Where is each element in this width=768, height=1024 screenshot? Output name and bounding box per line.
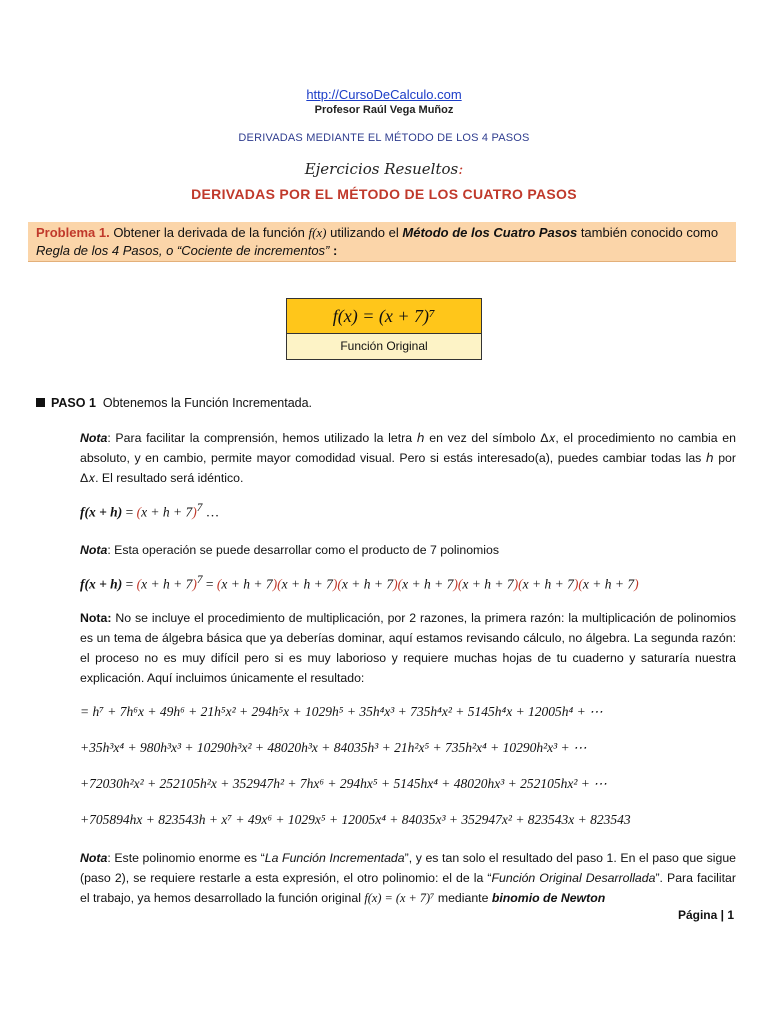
- ejercicios-colon: :: [458, 160, 464, 178]
- eq2-factor: (x + h + 7): [277, 576, 338, 592]
- eq2-equals: =: [122, 576, 137, 592]
- nota-4-formula: f(x) = (x + 7)⁷: [364, 891, 435, 905]
- problem-text-4: :: [329, 243, 338, 258]
- site-link-line: [0, 86, 768, 104]
- problem-fx: f(x): [308, 225, 327, 240]
- problem-rule: Regla de los 4 Pasos, o “Cociente de incrementos”: [36, 243, 330, 258]
- nota-4-text-3: ”. Para facilitar el trabajo, ya hemos desarrollado la función original: [80, 871, 736, 905]
- page-number: Página | 1: [677, 908, 734, 922]
- eq2-pow: (x + h + 7): [136, 576, 197, 592]
- expansion-line-4: +705894hx + 823543h + x⁷ + 49x⁶ + 1029x⁵ + 12005x⁴ + 84035x³ + 352947x² + 823543x + 823543: [80, 812, 631, 827]
- main-title: DERIVADAS POR EL MÉTODO DE LOS CUATRO PASOS: [191, 186, 577, 202]
- nota-4-newton: binomio de Newton: [491, 891, 606, 905]
- nota-3-text: No se incluye el procedimiento de multiplicación, por 2 razones, la primera razón: la multiplicación de polinomios es un tema de álgebra básica que ya deberías dominar, aquí estamos revisando cálculo, no álgebra. La segunda razón: el proceso no es muy difícil pero si es muy laborioso y requiere muchas hojas de tu cuaderno y saturaría nuestra explicación. Aquí incluimos únicamente el resultado:: [80, 611, 736, 685]
- step1-title: Obtenemos la Función Incrementada.: [102, 396, 313, 410]
- equation-1: $f(x + h) = (x + h + 7)^7$ …: [80, 502, 220, 520]
- eq2-factor: (x + h + 7): [216, 576, 278, 592]
- function-formula: f(x) = (x + 7)⁷: [286, 298, 482, 334]
- problem-statement: [28, 222, 736, 262]
- eq2-factor: (x + h + 7): [337, 576, 398, 592]
- subject-title: DERIVADAS MEDIANTE EL MÉTODO DE LOS 4 PASOS: [238, 132, 530, 144]
- nota-1-label: Nota: [80, 431, 108, 445]
- function-caption: Función Original: [286, 334, 482, 360]
- nota-2: [80, 540, 736, 560]
- eq1-exp: 7: [196, 502, 203, 514]
- nota-4-fi: La Función Incrementada: [264, 851, 405, 865]
- eq2-factor: (x + h + 7): [518, 576, 579, 592]
- nota-4-text-1: : Este polinomio enorme es “: [107, 851, 265, 865]
- eq2-exp: 7: [196, 574, 203, 586]
- problem-text-1: Obtener la derivada de la función: [109, 225, 309, 240]
- eq2-equals-2: =: [202, 576, 217, 592]
- nota-4-fod: Función Original Desarrollada: [491, 871, 656, 885]
- eq2-factors: [217, 577, 639, 592]
- problem-text-2: utilizando el: [326, 225, 403, 240]
- nota-4-text-2: ”, y es tan solo el resultado del paso 1. En el paso que sigue (paso 2), se requiere restarle a esta expresión, el otro polinomio: el de la “: [80, 851, 737, 885]
- nota-2-label: Nota: [80, 543, 108, 557]
- professor-name: Profesor Raúl Vega Muñoz: [314, 104, 454, 116]
- eq1-lhs: f(x + h): [80, 504, 123, 520]
- eq1-rhs: x + h + 7: [141, 504, 193, 520]
- function-box: [286, 298, 482, 360]
- equation-2: [80, 574, 740, 593]
- nota-2-text: : Esta operación se puede desarrollar como el producto de 7 polinomios: [107, 543, 500, 557]
- expansion-line-3: +72030h²x² + 252105h²x + 352947h² + 7hx⁶ + 294hx⁵ + 5145hx⁴ + 48020hx³ + 252105hx² + ⋯: [80, 776, 607, 791]
- eq1-equals: =: [122, 504, 137, 520]
- expansion-line-2: +35h³x⁴ + 980h³x³ + 10290h³x² + 48020h³x + 84035h³ + 21h²x⁵ + 735h²x⁴ + 10290h²x³ + ⋯: [80, 740, 587, 755]
- nota-4-text-4: mediante: [434, 891, 492, 905]
- expansion-line-1: = h⁷ + 7h⁶x + 49h⁶ + 21h⁵x² + 294h⁵x + 1029h⁵ + 35h⁴x³ + 735h⁴x² + 5145h⁴x + 12005h⁴ + ⋯: [80, 704, 603, 719]
- site-link[interactable]: http://CursoDeCalculo.com: [306, 87, 462, 102]
- problem-label: Problema 1.: [36, 225, 110, 240]
- ejercicios-text: Ejercicios Resueltos: [304, 160, 459, 178]
- nota-4: [80, 848, 736, 908]
- eq2-factor: (x + h + 7): [578, 576, 639, 592]
- nota-1-text: : Para facilitar la comprensión, hemos utilizado la letra ℎ en vez del símbolo Δ𝑥, el procedimiento no cambia en absoluto, y en cambio, permite mayor comodidad visual. Pero si estás interesado(a), puedes cambiar todas las ℎ por Δ𝑥. El resultado será idéntico.: [80, 431, 736, 485]
- step1-label: PASO 1: [51, 396, 96, 410]
- nota-1: [80, 428, 736, 488]
- problem-text-3: también conocido como: [577, 225, 719, 240]
- eq1-dots: …: [202, 504, 220, 520]
- square-bullet-icon: [36, 398, 45, 407]
- eq2-lhs: f(x + h): [80, 576, 123, 592]
- step1-heading: [36, 396, 312, 410]
- eq2-factor: (x + h + 7): [457, 576, 519, 592]
- problem-method: Método de los Cuatro Pasos: [402, 225, 578, 240]
- nota-3: [80, 608, 736, 688]
- nota-3-label: Nota:: [80, 611, 112, 625]
- eq2-factor: (x + h + 7): [397, 576, 458, 592]
- ejercicios-heading: [0, 160, 768, 178]
- nota-4-label: Nota: [80, 851, 108, 865]
